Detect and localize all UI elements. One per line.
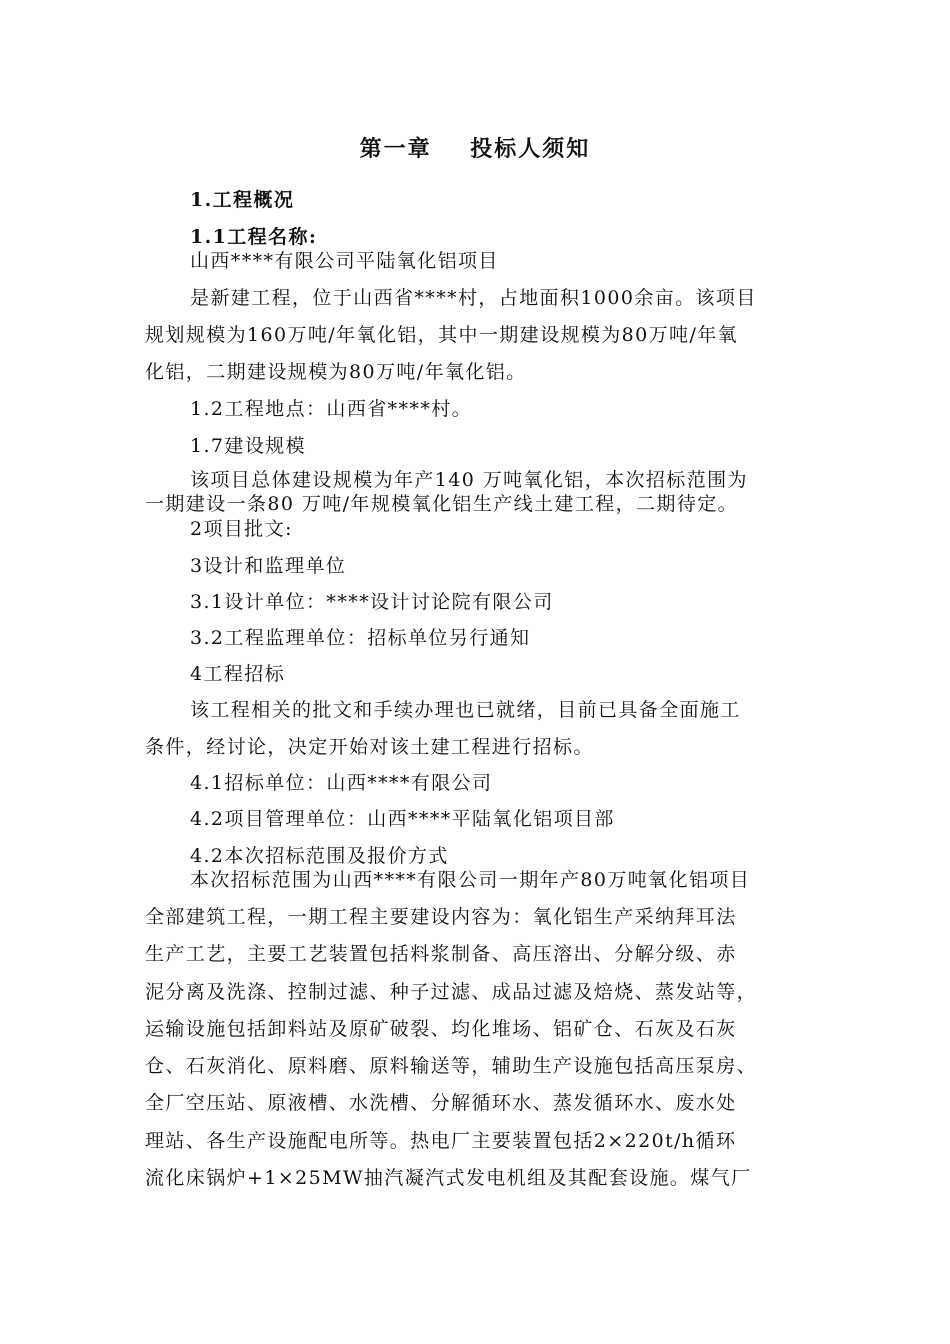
paragraph-line: 全厂空压站、原液槽、水洗槽、分解循环水、蒸发循环水、废水处 (145, 1092, 737, 1114)
section-heading-1: 1.工程概况 (190, 189, 295, 211)
paragraph-line: 条件，经讨论，决定开始对该土建工程进行招标。 (145, 736, 594, 758)
list-item: 4工程招标 (190, 663, 286, 685)
chapter-title: 第一章 投标人须知 (359, 136, 591, 162)
paragraph-line: 该项目总体建设规模为年产140 万吨氧化铝，本次招标范围为 (190, 469, 748, 491)
list-item: 3设计和监理单位 (190, 555, 347, 577)
list-item: 3.1设计单位：****设计讨论院有限公司 (190, 591, 554, 613)
paragraph-line: 运输设施包括卸料站及原矿破裂、均化堆场、铝矿仓、石灰及石灰 (145, 1018, 737, 1040)
project-name-line: 山西****有限公司平陆氧化铝项目 (190, 250, 499, 272)
paragraph-line: 流化床锅炉+1×25MW抽汽凝汽式发电机组及其配套设施。煤气厂 (145, 1167, 752, 1189)
list-item: 4.1招标单位：山西****有限公司 (190, 772, 493, 794)
paragraph-line: 全部建筑工程，一期工程主要建设内容为：氧化铝生产采纳拜耳法 (145, 906, 737, 928)
list-item: 1.2工程地点：山西省****村。 (190, 398, 473, 420)
paragraph-line: 该工程相关的批文和手续办理也已就绪，目前已具备全面施工 (190, 699, 741, 721)
paragraph-line: 规划规模为160万吨/年氧化铝，其中一期建设规模为80万吨/年氧 (145, 324, 739, 346)
paragraph-line: 一期建设一条80 万吨/年规模氧化铝生产线土建工程，二期待定。 (145, 493, 739, 515)
list-item: 4.2项目管理单位：山西****平陆氧化铝项目部 (190, 808, 615, 830)
paragraph-line: 泥分离及洗涤、控制过滤、种子过滤、成品过滤及焙烧、蒸发站等， (145, 981, 758, 1003)
subsection-heading-1-1: 1.1工程名称: (190, 226, 318, 248)
paragraph-line: 化铝，二期建设规模为80万吨/年氧化铝。 (145, 361, 527, 383)
list-item: 1.7建设规模 (190, 435, 307, 457)
list-item: 4.2本次招标范围及报价方式 (190, 845, 449, 867)
list-item: 2项目批文: (190, 518, 293, 540)
paragraph-line: 本次招标范围为山西****有限公司一期年产80万吨氧化铝项目 (190, 869, 751, 891)
paragraph-line: 是新建工程，位于山西省****村，占地面积1000余亩。该项目 (190, 287, 757, 309)
paragraph-line: 仓、石灰消化、原料磨、原料输送等，辅助生产设施包括高压泵房、 (145, 1055, 758, 1077)
paragraph-line: 生产工艺，主要工艺装置包括料浆制备、高压溶出、分解分级、赤 (145, 943, 737, 965)
paragraph-line: 理站、各生产设施配电所等。热电厂主要装置包括2×220t/h循环 (145, 1130, 737, 1152)
list-item: 3.2工程监理单位：招标单位另行通知 (190, 627, 531, 649)
